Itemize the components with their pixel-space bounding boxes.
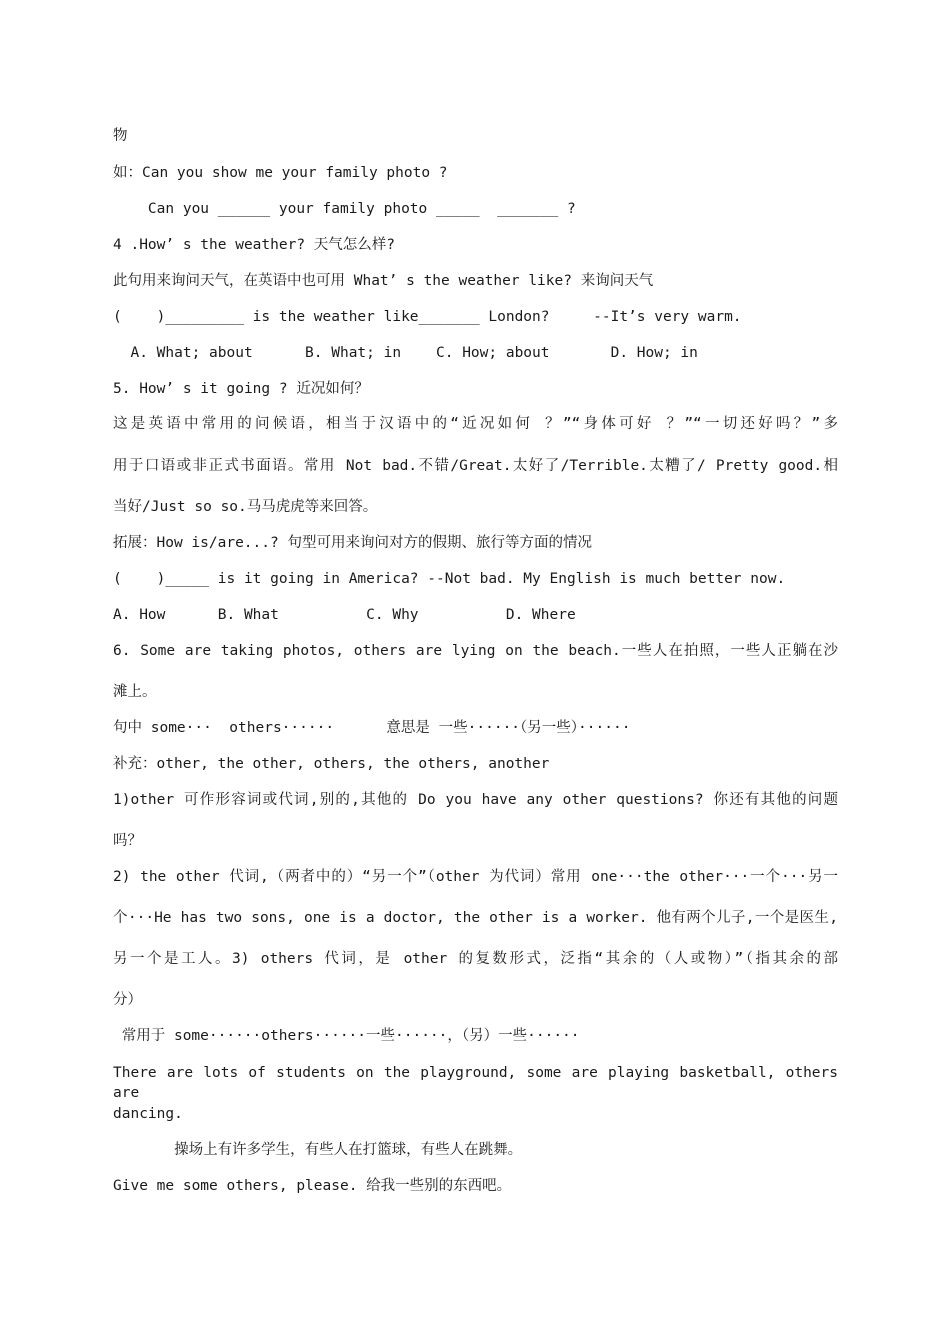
text-line: 用于口语或非正式书面语。常用 Not bad.不错/Great.太好了/Terrible.太糟了/ Pretty good.相 — [113, 458, 838, 474]
text-line: 滩上。 — [113, 684, 157, 700]
text-line: 1)other 可作形容词或代词,别的,其他的 Do you have any other questions? 你还有其他的问题 — [113, 792, 838, 808]
text-line: ( )_____ is it going in America? --Not bad. My English is much better now. — [113, 571, 786, 587]
text-line: 4 .How’ s the weather? 天气怎么样? — [113, 237, 396, 253]
text-line: 5. How’ s it going ? 近况如何？ — [113, 381, 369, 397]
text-line: 如：Can you show me your family photo ? — [113, 165, 448, 181]
text-line: 拓展：How is/are...? 句型可用来询问对方的假期、旅行等方面的情况 — [113, 535, 592, 551]
text-line: 句中 some··· others······ 意思是 一些······（另一些）······ — [113, 720, 631, 736]
text-line: 操场上有许多学生，有些人在打篮球，有些人在跳舞。 — [113, 1142, 523, 1158]
text-line: 6. Some are taking photos, others are lying on the beach.一些人在拍照，一些人正躺在沙 — [113, 643, 838, 659]
text-line: 这是英语中常用的问候语，相当于汉语中的“近况如何 ？”“身体可好 ？”“一切还好吗？”多 — [113, 416, 838, 432]
text-line: A. How B. What C. Why D. Where — [113, 607, 576, 623]
text-line: A. What; about B. What; in C. How; about D. How; in — [113, 345, 698, 361]
text-line: 个···He has two sons, one is a doctor, the other is a worker. 他有两个儿子,一个是医生, — [113, 910, 838, 926]
text-line: Can you ______ your family photo _____ _______ ? — [113, 201, 576, 217]
text-line: 常用于 some······others······一些······，（另）一些······ — [113, 1028, 580, 1044]
text-line: 2) the other 代词,（两者中的）“另一个”（other 为代词）常用 one···the other···一个···另一 — [113, 869, 838, 885]
text-line: 当好/Just so so.马马虎虎等来回答。 — [113, 499, 378, 515]
text-line: 此句用来询问天气，在英语中也可用 What’ s the weather like? 来询问天气 — [113, 273, 654, 289]
text-line: 分） — [113, 992, 142, 1008]
text-line: 物 — [113, 128, 128, 144]
text-line: 吗？ — [113, 833, 142, 849]
text-line: dancing. — [113, 1106, 183, 1122]
text-line: 补充：other, the other, others, the others, another — [113, 756, 550, 772]
text-line: ( )_________ is the weather like_______ London? --It’s very warm. — [113, 309, 742, 325]
text-line: 另一个是工人。3) others 代词，是 other 的复数形式，泛指“其余的（人或物）”（指其余的部 — [113, 951, 838, 967]
text-line: There are lots of students on the playground, some are playing basketball, others are — [113, 1065, 838, 1101]
text-line: Give me some others, please. 给我一些别的东西吧。 — [113, 1178, 512, 1194]
